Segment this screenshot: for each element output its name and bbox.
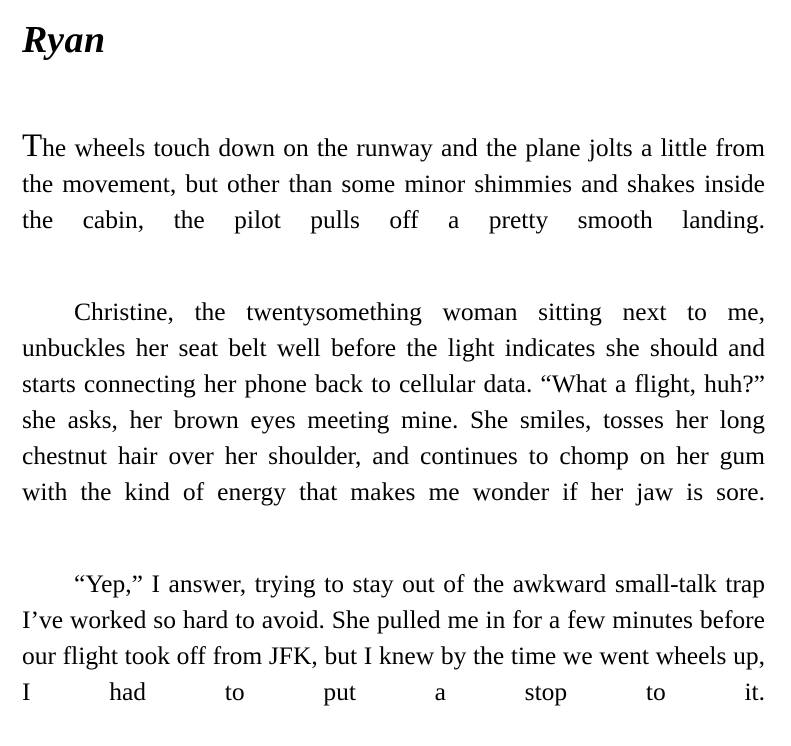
paragraph-text: “Yep,” I answer, trying to stay out of the awkward small-talk trap I’ve worked so hard to avoid. She pulled me in for a few minutes before our flight took off from JFK, but I knew by the time we went wheels up, I had to put a stop to it. [22, 569, 765, 706]
paragraph [18, 128, 773, 274]
chapter-title: Ryan [22, 19, 106, 61]
paragraph-text: Christine, the twentysomething woman sitting next to me, unbuckles her seat belt well before the light indicates she should and starts connecting her phone back to cellular data. “What a flight, huh?” she asks, her brown eyes meeting mine. She smiles, tosses her long chestnut hair over her shoulder, and continues to chomp on her gum with the kind of energy that makes me wonder if her jaw is sore. [22, 297, 765, 506]
drop-cap: T [22, 128, 43, 164]
body-text [18, 128, 773, 746]
paragraph-text: he wheels touch down on the runway and the plane jolts a little from the movement, but other than some minor shimmies and shakes inside the cabin, the pilot pulls off a pretty smooth landing. [22, 133, 765, 234]
paragraph [18, 294, 773, 546]
paragraph [18, 566, 773, 746]
